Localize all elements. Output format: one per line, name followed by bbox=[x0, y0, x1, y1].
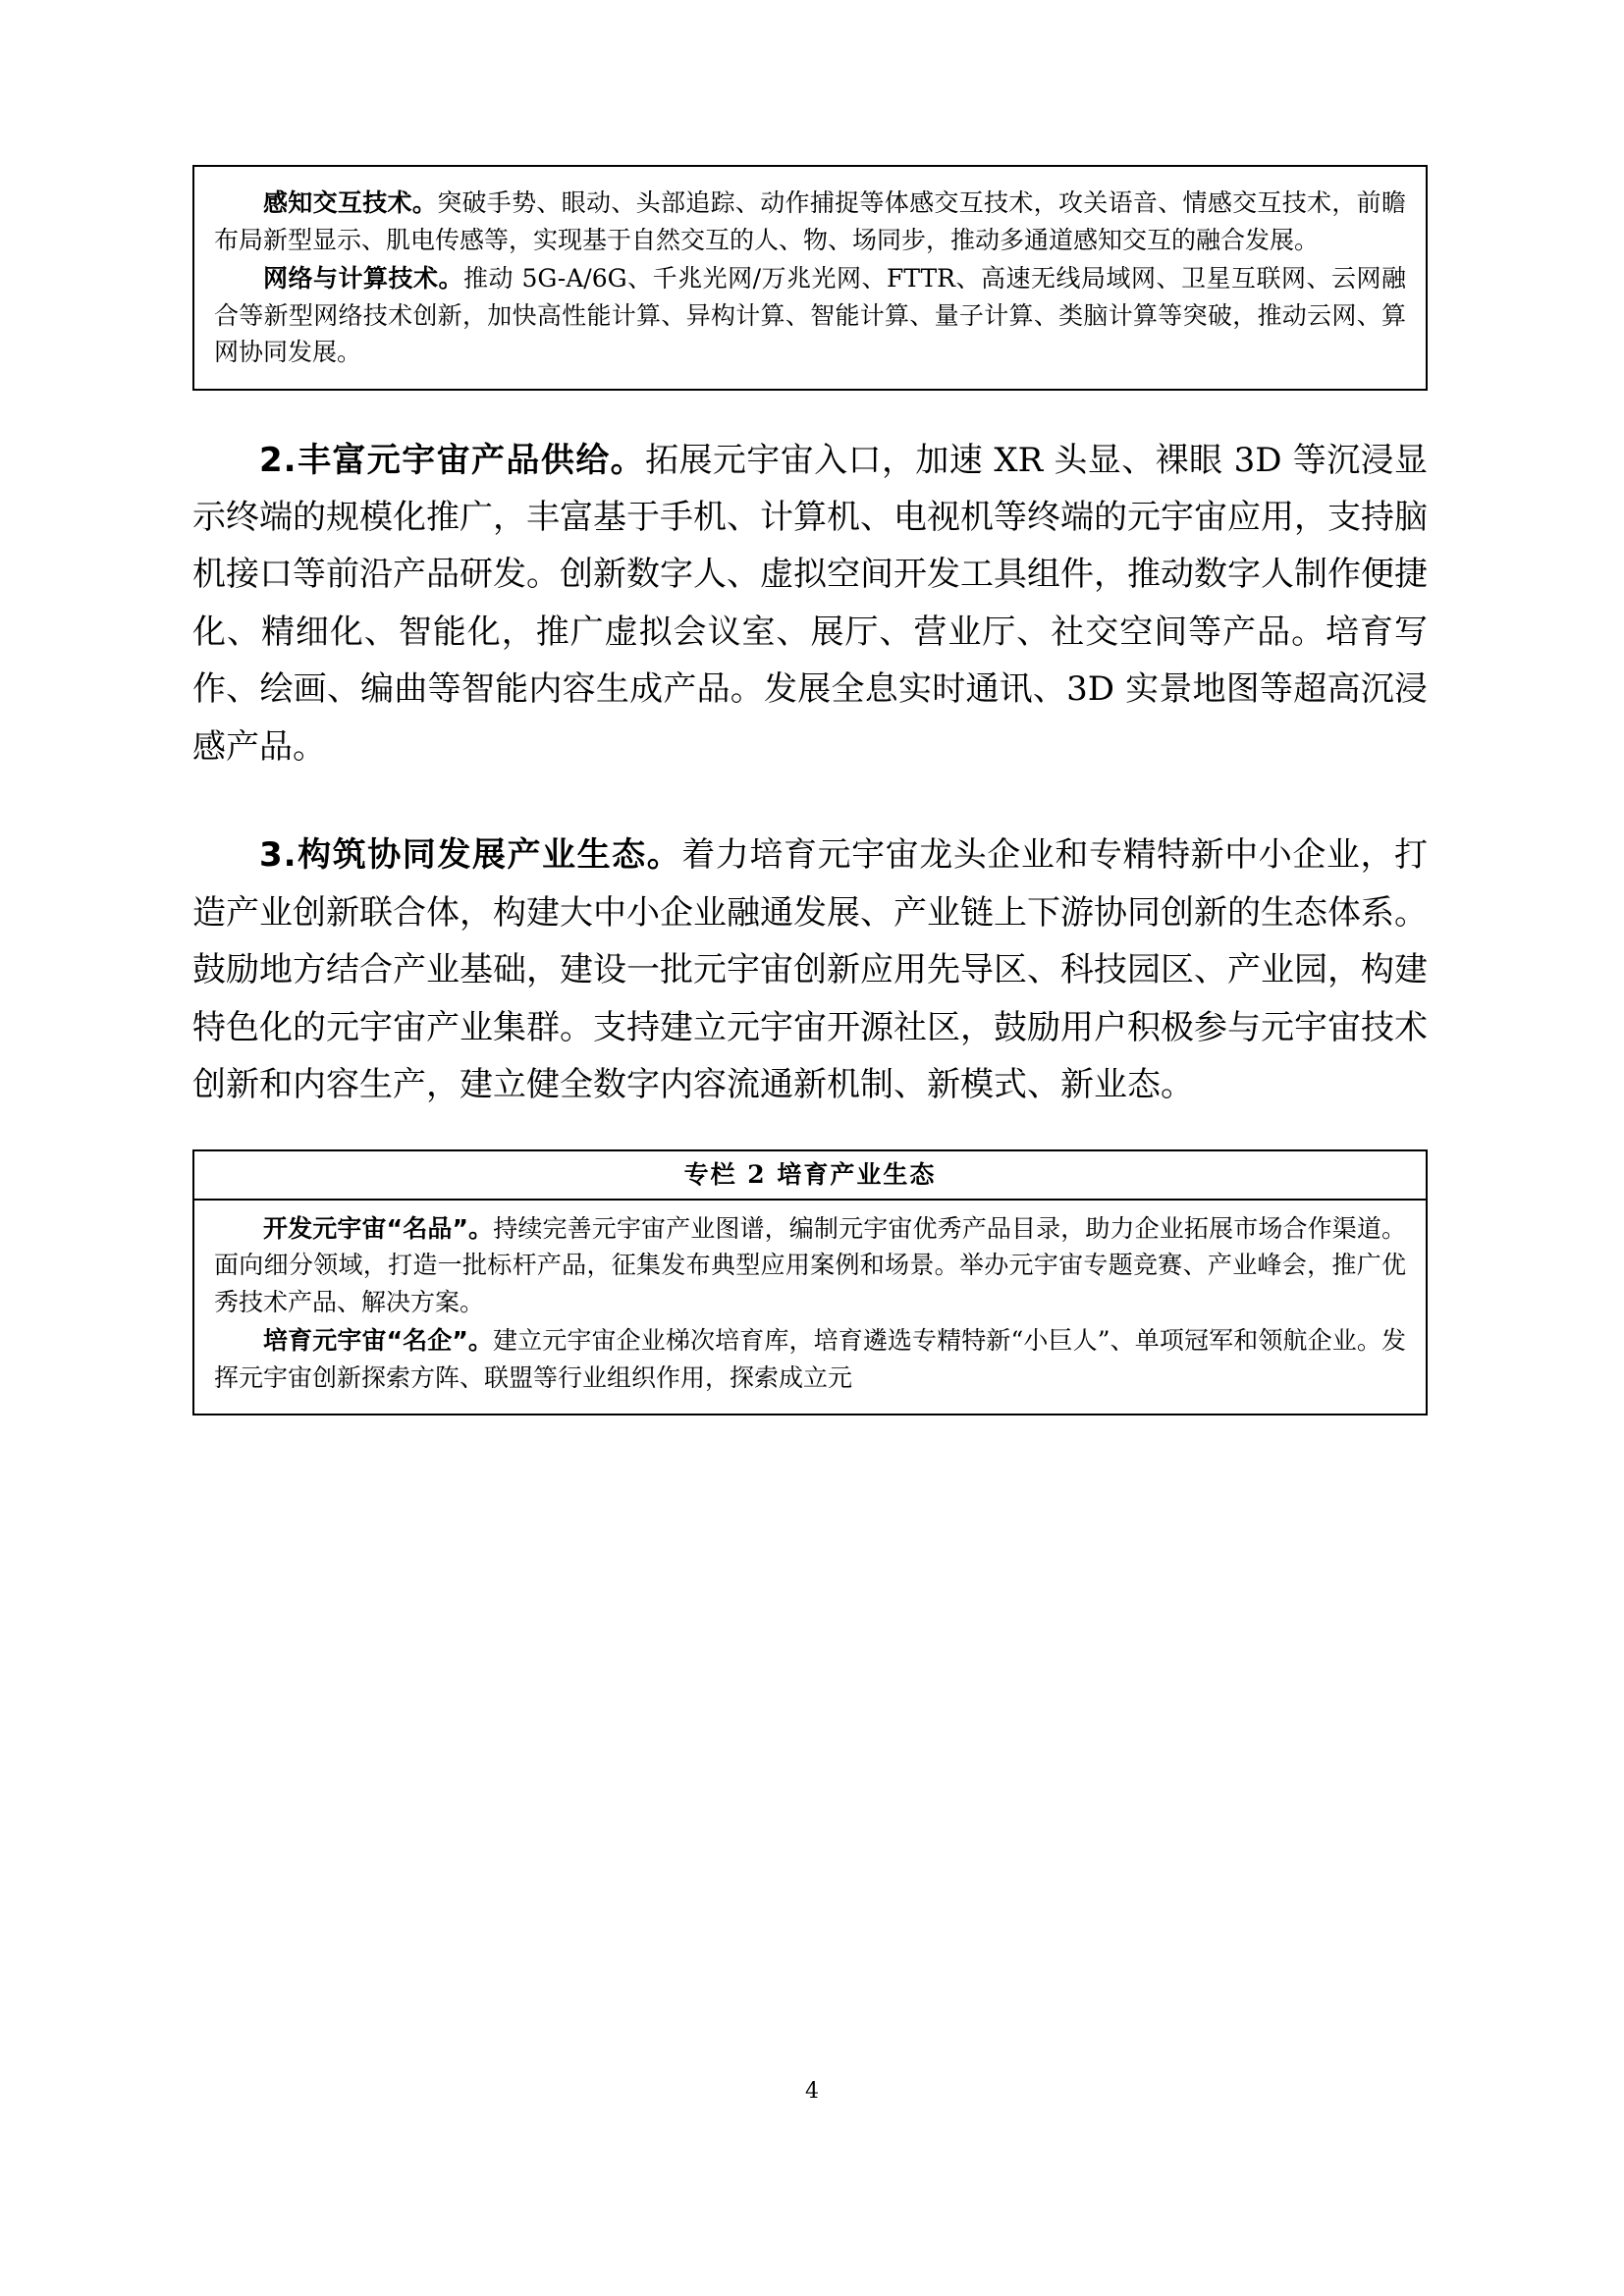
callout-text-products: 持续完善元宇宙产业图谱，编制元宇宙优秀产品目录，助力企业拓展市场合作渠道。面向细分领域，打造一批标杆产品，征集发布典型应用案例和场景。举办元宇宙专题竞赛、产业峰会，推广优秀技术产品、解决方案。 bbox=[214, 1213, 1406, 1316]
spacer bbox=[192, 391, 1428, 408]
callout-lead-companies: 培育元宇宙“名企”。 bbox=[263, 1326, 494, 1356]
callout-paragraph-network bbox=[214, 260, 1406, 371]
callout-text-companies: 建立元宇宙企业梯次培育库，培育遴选专精特新“小巨人”、单项冠军和领航企业。发挥元宇宙创新探索方阵、联盟等行业组织作用，探索成立元 bbox=[214, 1326, 1406, 1392]
callout-box-industry-ecosystem bbox=[192, 1149, 1428, 1416]
page-content bbox=[192, 165, 1428, 1415]
section-heading-3: 3.构筑协同发展产业生态。 bbox=[259, 835, 682, 876]
callout-box-technology bbox=[192, 165, 1428, 391]
spacer bbox=[192, 1124, 1428, 1149]
section-paragraph-2 bbox=[192, 432, 1428, 776]
callout-paragraph-companies bbox=[214, 1322, 1406, 1396]
callout-box-title: 专栏 2 培育产业生态 bbox=[194, 1151, 1426, 1201]
callout-paragraph-products bbox=[214, 1210, 1406, 1321]
callout-lead-network: 网络与计算技术。 bbox=[263, 264, 463, 293]
callout-text-network: 推动 5G-A/6G、千兆光网/万兆光网、FTTR、高速无线局域网、卫星互联网、云网融合等新型网络技术创新，加快高性能计算、异构计算、智能计算、量子计算、类脑计算等突破，推动云网、算网协同发展。 bbox=[214, 264, 1406, 366]
spacer bbox=[192, 785, 1428, 803]
callout-lead-products: 开发元宇宙“名品”。 bbox=[263, 1213, 494, 1243]
callout-text-perception: 突破手势、眼动、头部追踪、动作捕捉等体感交互技术，攻关语音、情感交互技术，前瞻布局新型显示、肌电传感等，实现基于自然交互的人、物、场同步，推动多通道感知交互的融合发展。 bbox=[214, 188, 1406, 254]
page-number: 4 bbox=[805, 2079, 819, 2104]
section-text-2: 拓展元宇宙入口，加速 XR 头显、裸眼 3D 等沉浸显示终端的规模化推广，丰富基于手机、计算机、电视机等终端的元宇宙应用，支持脑机接口等前沿产品研发。创新数字人、虚拟空间开发工具组件，推动数字人制作便捷化、精细化、智能化，推广虚拟会议室、展厅、营业厅、社交空间等产品。培育写作、绘画、编曲等智能内容生成产品。发展全息实时通讯、3D 实景地图等超高沉浸感产品。 bbox=[192, 440, 1428, 767]
section-heading-2: 2.丰富元宇宙产品供给。 bbox=[259, 440, 646, 480]
section-paragraph-3 bbox=[192, 827, 1428, 1113]
section-text-3: 着力培育元宇宙龙头企业和专精特新中小企业，打造产业创新联合体，构建大中小企业融通发展、产业链上下游协同创新的生态体系。鼓励地方结合产业基础，建设一批元宇宙创新应用先导区、科技园区、产业园，构建特色化的元宇宙产业集群。支持建立元宇宙开源社区，鼓励用户积极参与元宇宙技术创新和内容生产，建立健全数字内容流通新机制、新模式、新业态。 bbox=[192, 835, 1429, 1105]
callout-paragraph-perception bbox=[214, 185, 1406, 258]
callout-lead-perception: 感知交互技术。 bbox=[263, 188, 438, 217]
